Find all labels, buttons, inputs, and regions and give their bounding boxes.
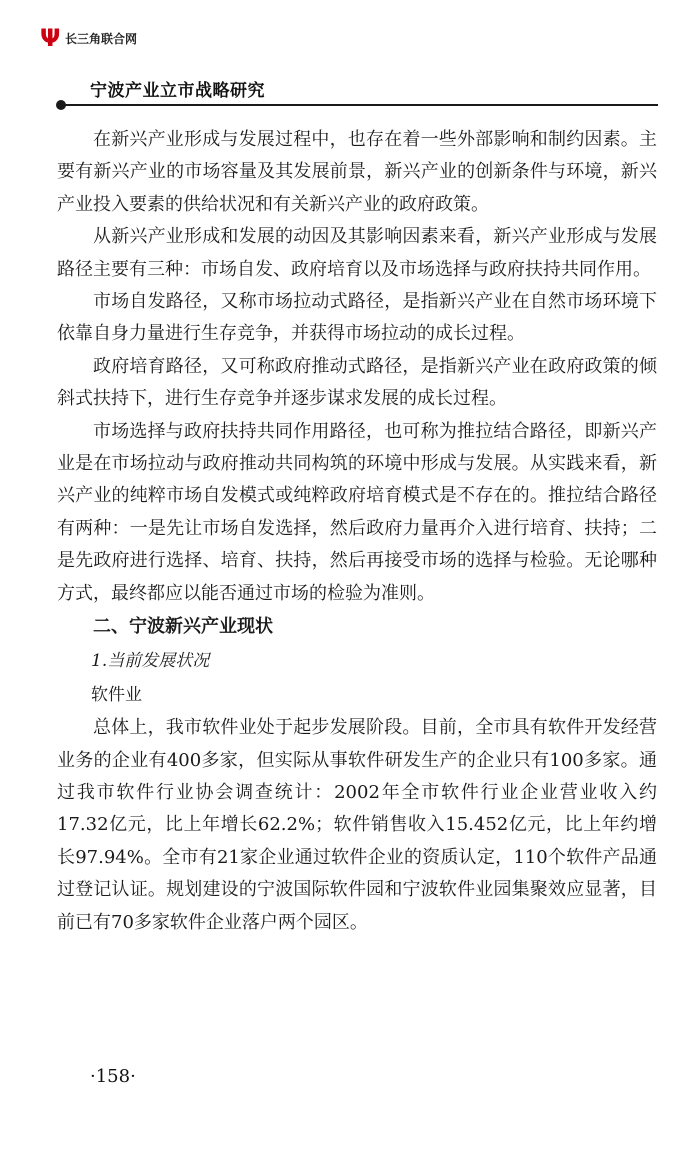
subsection-heading: 1.当前发展状况 [91, 651, 210, 672]
running-title: 宁波产业立市战略研究 [90, 81, 265, 101]
paragraph: 总体上，我市软件业处于起步发展阶段。目前，全市具有软件开发经营业务的企业有400多家，但实际从事软件研发生产的企业只有100多家。通过我市软件行业协会调查统计：2002年全市软件行业企业营业收入约17.32亿元，比上年增长62.2%；软件销售收入15.452亿元，比上年约增长97.94%。全市有21家企业通过软件企业的资质认定，110个软件产品通过登记认证。规划建设的宁波国际软件园和宁波软件业园集聚效应显著，目前已有70多家软件企业落户两个园区。 [57, 717, 657, 933]
header-rule [60, 104, 658, 106]
paragraph: 市场自发路径，又称市场拉动式路径，是指新兴产业在自然市场环境下依靠自身力量进行生存竞争，并获得市场拉动的成长过程。 [57, 291, 657, 345]
body-text [57, 124, 657, 939]
logo-text: 长三角联合网 [65, 31, 138, 46]
section-heading: 二、宁波新兴产业现状 [93, 616, 273, 638]
site-logo [40, 22, 137, 54]
paragraph: 市场选择与政府扶持共同作用路径，也可称为推拉结合路径，即新兴产业是在市场拉动与政府推动共同构筑的环境中形成与发展。从实践来看，新兴产业的纯粹市场自发模式或纯粹政府培育模式是不存在的。推拉结合路径有两种：一是先让市场自发选择，然后政府力量再介入进行培育、扶持；二是先政府进行选择、培育、扶持，然后再接受市场的选择与检验。无论哪种方式，最终都应以能否通过市场的检验为准则。 [57, 420, 657, 604]
paragraph: 从新兴产业形成和发展的动因及其影响因素来看，新兴产业形成与发展路径主要有三种：市场自发、政府培育以及市场选择与政府扶持共同作用。 [57, 226, 657, 280]
paragraph: 政府培育路径，又可称政府推动式路径，是指新兴产业在政府政策的倾斜式扶持下，进行生存竞争并逐步谋求发展的成长过程。 [57, 355, 657, 410]
psi-logo-icon: Ψ [40, 24, 61, 52]
subhead: 软件业 [91, 685, 142, 706]
page-number: ·158· [90, 1066, 136, 1087]
paragraph: 在新兴产业形成与发展过程中，也存在着一些外部影响和制约因素。主要有新兴产业的市场容量及其发展前景，新兴产业的创新条件与环境，新兴产业投入要素的供给状况和有关新兴产业的政府政策。 [57, 129, 657, 215]
